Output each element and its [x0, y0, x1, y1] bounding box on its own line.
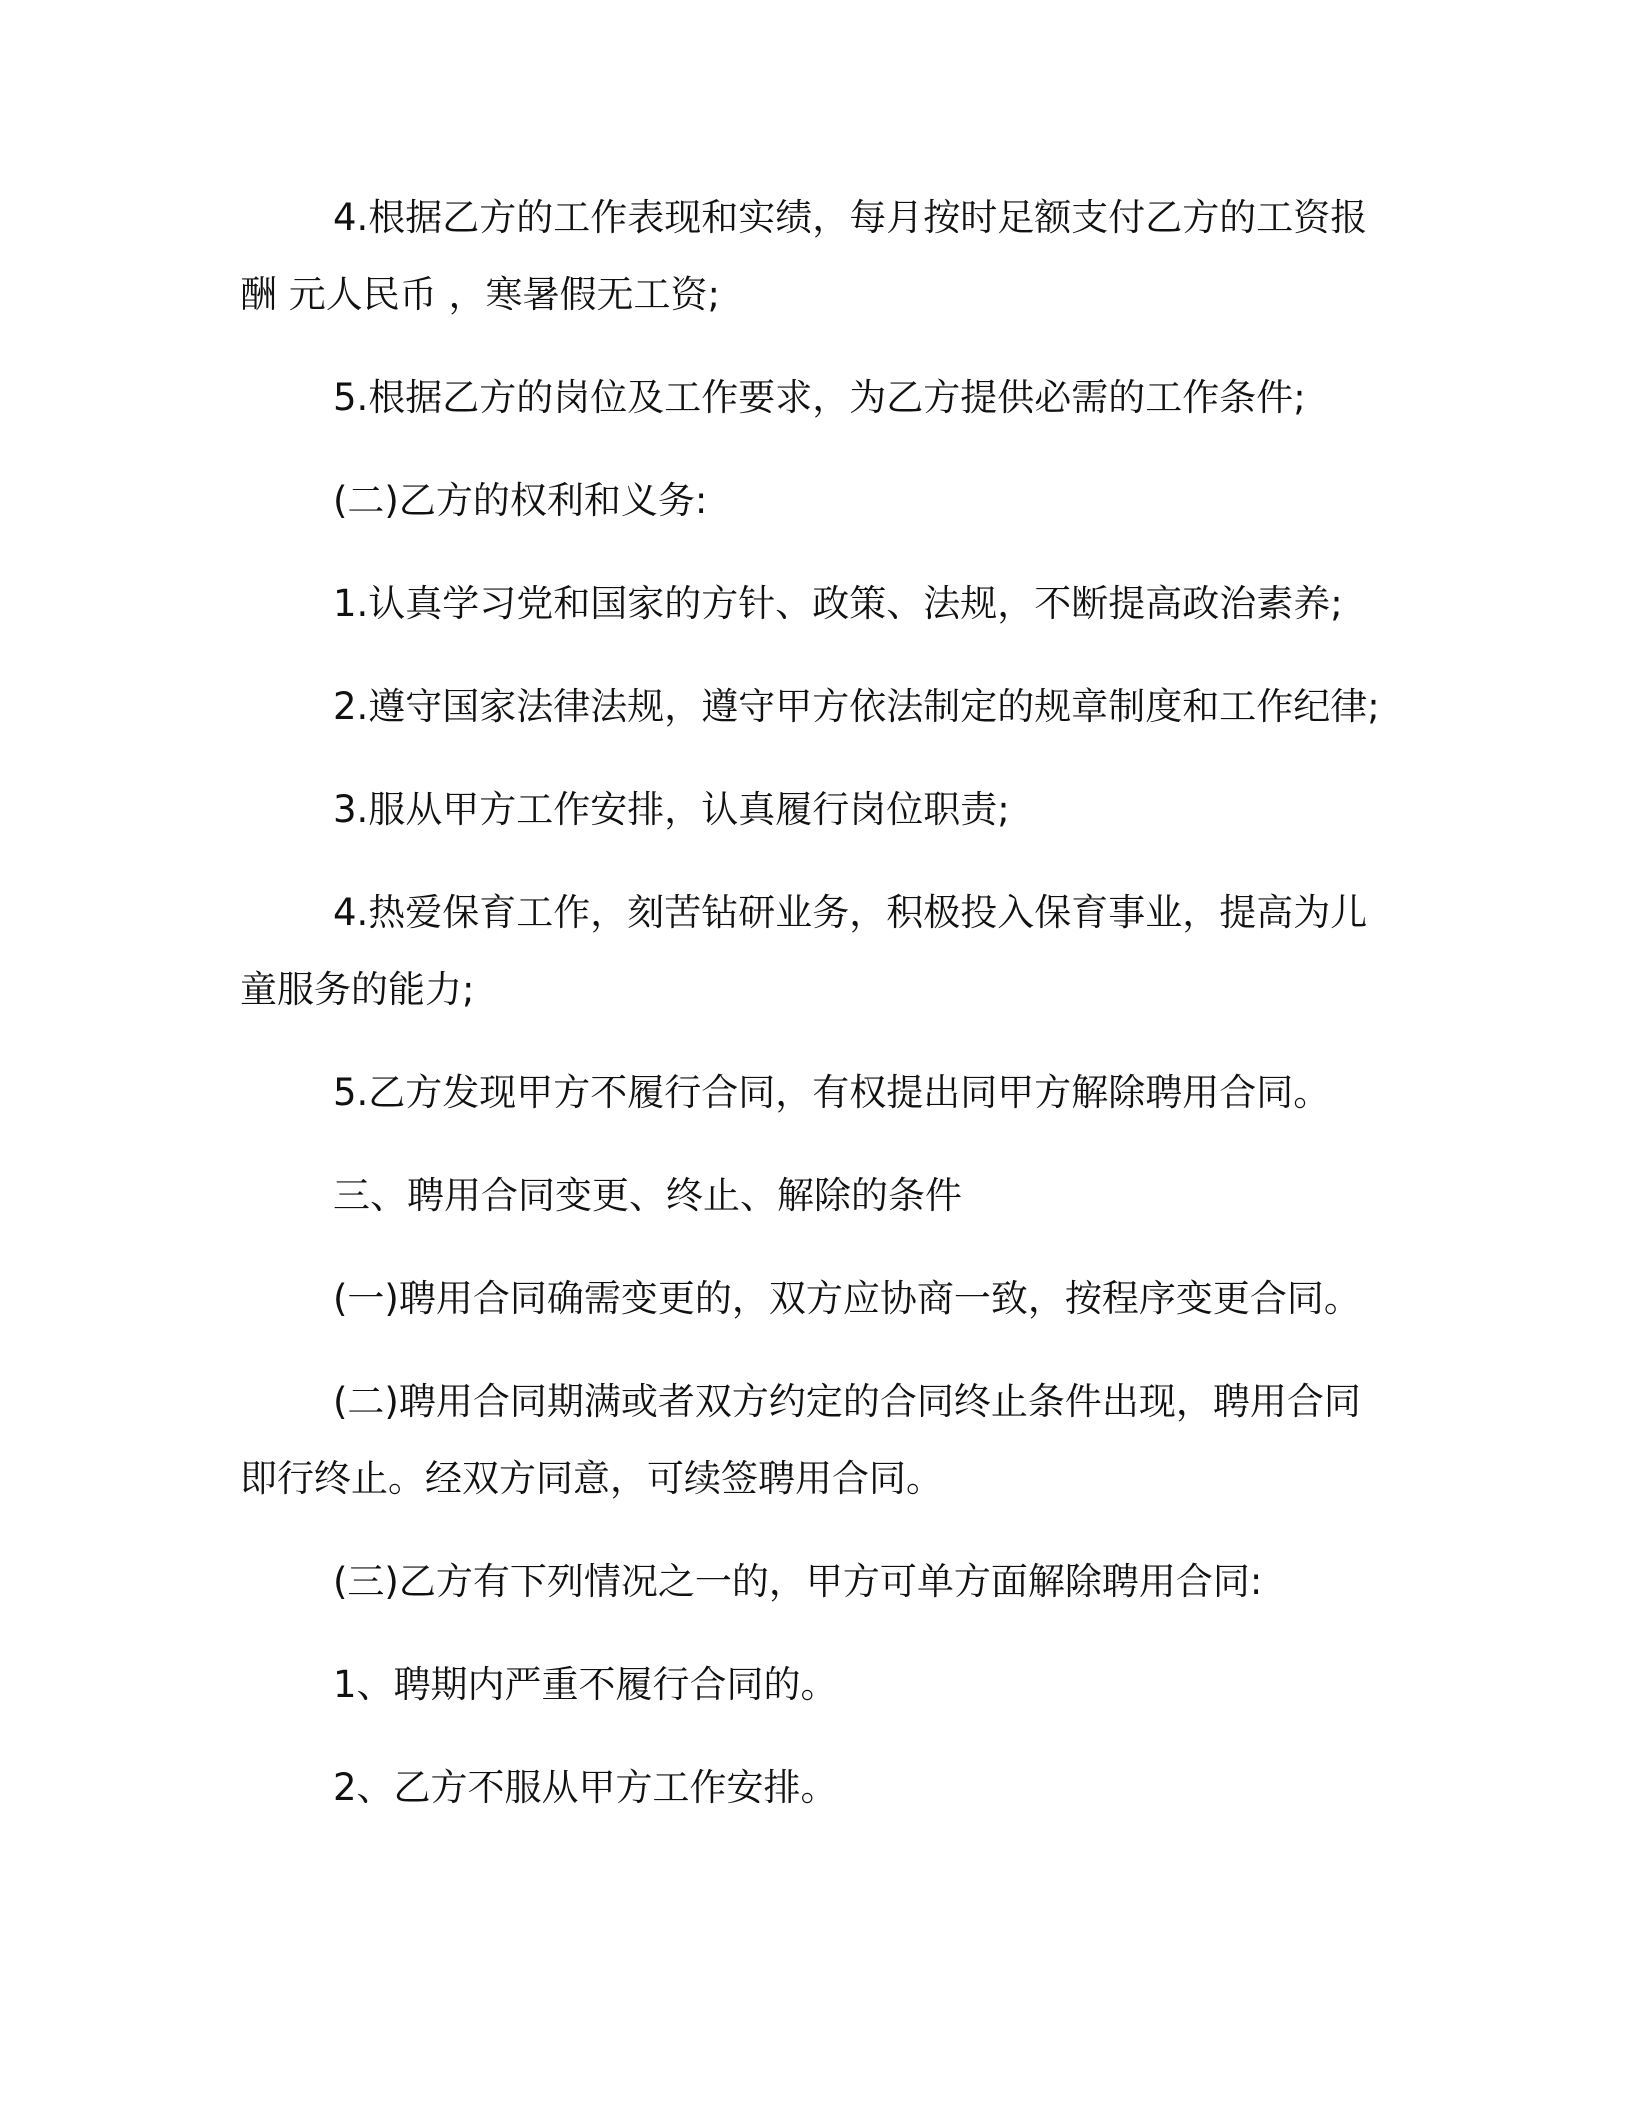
- paragraph-item: [240, 771, 1440, 848]
- paragraph-line: 4.热爱保育工作，刻苦钻研业务，积极投入保育事业，提高为儿: [333, 891, 1368, 934]
- paragraph-line: 即行终止。经双方同意，可续签聘用合同。: [240, 1457, 943, 1500]
- paragraph-line: 3.服从甲方工作安排，认真履行岗位职责;: [333, 788, 1010, 831]
- paragraph-line: 2、乙方不服从甲方工作安排。: [333, 1766, 838, 1809]
- paragraph-work-conditions: [240, 359, 1440, 436]
- paragraph-item: [240, 1054, 1440, 1131]
- paragraph-line: 1、聘期内严重不履行合同的。: [333, 1663, 838, 1706]
- paragraph-line: (一)聘用合同确需变更的，双方应协商一致，按程序变更合同。: [333, 1277, 1361, 1320]
- paragraph-line: 酬 元人民币 ，寒暑假无工资;: [240, 273, 720, 316]
- paragraph-line: 4.根据乙方的工作表现和实绩，每月按时足额支付乙方的工资报: [333, 196, 1368, 239]
- paragraph-line: 三、聘用合同变更、终止、解除的条件: [333, 1174, 962, 1217]
- paragraph-item: [240, 1749, 1440, 1826]
- document-page: [240, 179, 1440, 1852]
- paragraph-item: [240, 668, 1440, 745]
- paragraph-line: (三)乙方有下列情况之一的，甲方可单方面解除聘用合同:: [333, 1560, 1263, 1603]
- paragraph-line: 1.认真学习党和国家的方针、政策、法规，不断提高政治素养;: [333, 582, 1343, 625]
- paragraph-line: (二)聘用合同期满或者双方约定的合同终止条件出现，聘用合同: [333, 1380, 1361, 1423]
- paragraph-item: [240, 1543, 1440, 1620]
- paragraph-line: 童服务的能力;: [240, 968, 475, 1011]
- section-heading-party-b-rights: [240, 462, 1440, 539]
- paragraph-line: 5.乙方发现甲方不履行合同，有权提出同甲方解除聘用合同。: [333, 1071, 1331, 1114]
- paragraph-item: [240, 565, 1440, 642]
- paragraph-item: [240, 1363, 1440, 1517]
- paragraph-line: 2.遵守国家法律法规，遵守甲方依法制定的规章制度和工作纪律;: [333, 685, 1380, 728]
- paragraph-salary: [240, 179, 1440, 333]
- paragraph-item: [240, 874, 1440, 1028]
- paragraph-line: 5.根据乙方的岗位及工作要求，为乙方提供必需的工作条件;: [333, 376, 1306, 419]
- paragraph-item: [240, 1260, 1440, 1337]
- paragraph-item: [240, 1646, 1440, 1723]
- paragraph-line: (二)乙方的权利和义务:: [333, 479, 708, 522]
- section-heading-contract-conditions: [240, 1157, 1440, 1234]
